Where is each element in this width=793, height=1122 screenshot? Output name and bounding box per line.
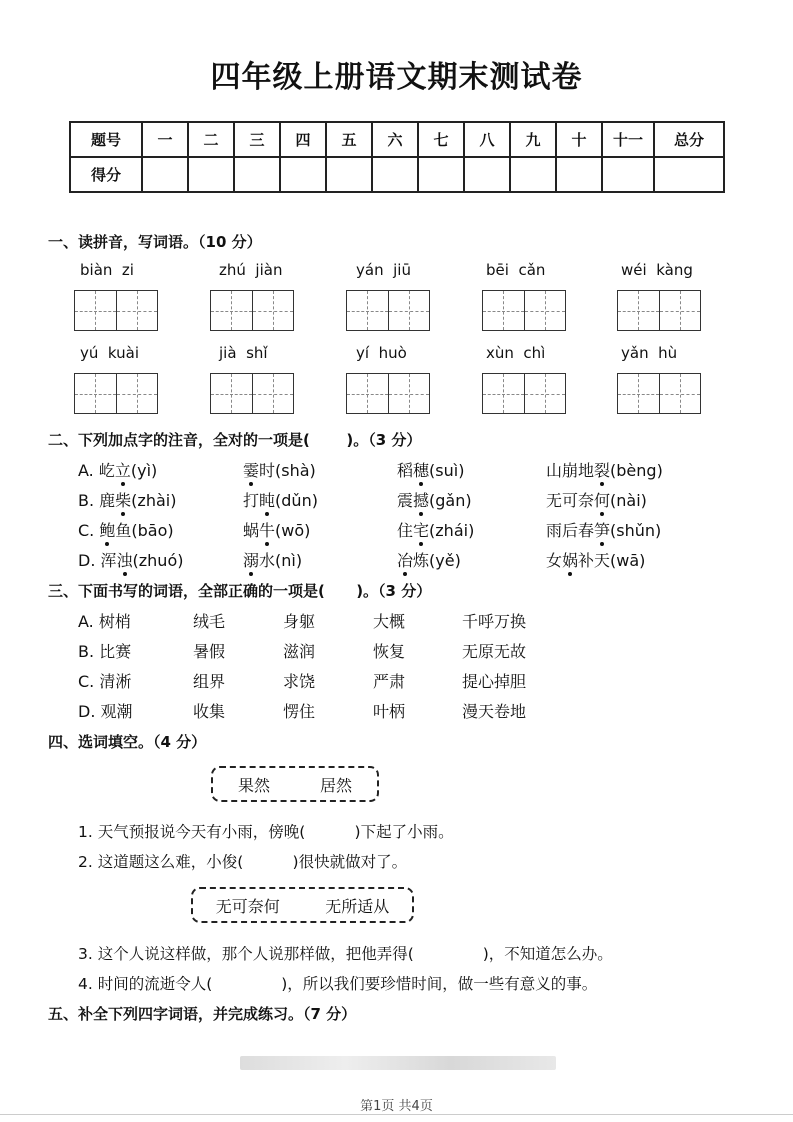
pinyin-label: zhú jiàn	[219, 261, 283, 279]
q2-heading: 二、下列加点字的注音，全对的一项是( )。（3 分）	[48, 431, 422, 449]
col-total: 总分	[654, 122, 724, 157]
q1-heading: 一、读拼音，写词语。（10 分）	[48, 233, 262, 251]
q4-heading: 四、选词填空。（4 分）	[48, 733, 207, 751]
q4-sentence-3: 3. 这个人说这样做，那个人说那样做，把他弄得( )，不知道怎么办。	[78, 945, 613, 963]
score-cell[interactable]	[602, 157, 654, 192]
word-option: 果然	[237, 775, 270, 795]
pinyin-label: jià shǐ	[219, 344, 268, 362]
writing-grid[interactable]	[482, 290, 566, 331]
q2-option-b-3: 震撼(gǎn)	[397, 491, 472, 510]
q2-option-c-3: 住宅(zhái)	[397, 521, 475, 540]
col-7: 七	[418, 122, 464, 157]
q3-row-c-1: C. 清淅	[78, 672, 132, 691]
word-choice-box	[191, 887, 414, 923]
score-label: 得分	[70, 157, 142, 192]
q4-sentence-4: 4. 时间的流逝令人( )，所以我们要珍惜时间，做一些有意义的事。	[78, 975, 598, 993]
col-3: 三	[234, 122, 280, 157]
q2-option-a-1: A. 屹立(yì)	[78, 461, 158, 480]
q3-row-d-1: D. 观潮	[78, 702, 133, 721]
q3-row-c-5: 提心掉胆	[462, 672, 527, 691]
divider	[0, 1114, 793, 1115]
q2-option-d-3: 冶炼(yě)	[397, 551, 461, 570]
q3-row-d-3: 愣住	[283, 702, 316, 721]
word-option: 无可奈何	[215, 896, 280, 916]
score-table-header-row	[70, 122, 724, 157]
score-cell[interactable]	[556, 157, 602, 192]
writing-grid[interactable]	[74, 290, 158, 331]
writing-grid[interactable]	[74, 373, 158, 414]
writing-grid[interactable]	[482, 373, 566, 414]
q2-option-b-1: B. 鹿柴(zhài)	[78, 491, 177, 510]
q3-row-c-2: 组界	[193, 672, 226, 691]
q3-row-d-2: 收集	[193, 702, 226, 721]
q3-row-b-5: 无原无故	[462, 642, 527, 661]
page-number: 第1页 共4页	[360, 1099, 433, 1114]
pinyin-label: yǎn hù	[621, 344, 678, 362]
score-cell[interactable]	[142, 157, 188, 192]
q3-row-c-4: 严肃	[373, 672, 406, 691]
col-9: 九	[510, 122, 556, 157]
q5-heading: 五、补全下列四字词语，并完成练习。（7 分）	[48, 1005, 357, 1023]
q2-option-c-1: C. 鲍鱼(bāo)	[78, 521, 174, 540]
col-11: 十一	[602, 122, 654, 157]
q2-option-a-2: 霎时(shà)	[243, 461, 316, 480]
col-5: 五	[326, 122, 372, 157]
q4-sentence-1: 1. 天气预报说今天有小雨，傍晚( )下起了小雨。	[78, 823, 454, 841]
score-cell[interactable]	[654, 157, 724, 192]
q3-row-a-3: 身躯	[283, 612, 316, 631]
score-cell[interactable]	[372, 157, 418, 192]
q3-row-b-4: 恢复	[373, 642, 406, 661]
score-cell[interactable]	[188, 157, 234, 192]
writing-grid[interactable]	[210, 290, 294, 331]
col-6: 六	[372, 122, 418, 157]
word-option: 无所适从	[325, 896, 390, 916]
q2-option-b-4: 无可奈何(nài)	[546, 491, 647, 510]
pinyin-label: bēi cǎn	[486, 261, 546, 279]
writing-grid[interactable]	[617, 290, 701, 331]
q2-option-d-4: 女娲补天(wā)	[546, 551, 646, 570]
col-2: 二	[188, 122, 234, 157]
q2-option-c-2: 蜗牛(wō)	[243, 521, 311, 540]
score-cell[interactable]	[510, 157, 556, 192]
score-cell[interactable]	[234, 157, 280, 192]
score-table	[69, 121, 725, 193]
q3-row-a-1: A. 树梢	[78, 612, 131, 631]
q3-row-a-2: 绒毛	[193, 612, 226, 631]
pinyin-label: yú kuài	[80, 344, 140, 362]
col-8: 八	[464, 122, 510, 157]
word-choice-box	[211, 766, 379, 802]
score-cell[interactable]	[464, 157, 510, 192]
writing-grid[interactable]	[346, 290, 430, 331]
pinyin-label: xùn chì	[486, 344, 546, 362]
q3-row-a-4: 大概	[373, 612, 406, 631]
writing-grid[interactable]	[346, 373, 430, 414]
page-title: 四年级上册语文期末测试卷	[210, 60, 583, 95]
score-cell[interactable]	[326, 157, 372, 192]
q3-row-d-5: 漫天卷地	[462, 702, 527, 721]
q3-row-a-5: 千呼万换	[462, 612, 527, 631]
score-cell[interactable]	[280, 157, 326, 192]
q3-row-c-3: 求饶	[283, 672, 316, 691]
col-1: 一	[142, 122, 188, 157]
score-table-score-row	[70, 157, 724, 192]
pinyin-label: biàn zi	[80, 261, 134, 279]
blurred-footer-banner	[240, 1056, 556, 1070]
col-10: 十	[556, 122, 602, 157]
q2-option-b-2: 打盹(dǔn)	[243, 491, 318, 510]
header-label: 题号	[70, 122, 142, 157]
q2-option-a-3: 稻穗(suì)	[397, 461, 465, 480]
word-option: 居然	[319, 775, 352, 795]
q2-option-d-1: D. 浑浊(zhuó)	[78, 551, 184, 570]
pinyin-label: yí huò	[356, 344, 407, 362]
q2-option-a-4: 山崩地裂(bèng)	[546, 461, 663, 480]
q2-option-c-4: 雨后春笋(shǔn)	[546, 521, 662, 540]
q2-option-d-2: 溺水(nì)	[243, 551, 303, 570]
q3-row-b-2: 暑假	[193, 642, 226, 661]
pinyin-label: yán jiū	[356, 261, 411, 279]
pinyin-label: wéi kàng	[621, 261, 693, 279]
writing-grid[interactable]	[210, 373, 294, 414]
q3-row-b-3: 滋润	[283, 642, 316, 661]
q3-row-d-4: 叶柄	[373, 702, 406, 721]
writing-grid[interactable]	[617, 373, 701, 414]
score-cell[interactable]	[418, 157, 464, 192]
q3-heading: 三、下面书写的词语，全部正确的一项是( )。（3 分）	[48, 582, 432, 600]
q3-row-b-1: B. 比赛	[78, 642, 132, 661]
col-4: 四	[280, 122, 326, 157]
q4-sentence-2: 2. 这道题这么难，小俊( )很快就做对了。	[78, 853, 408, 871]
